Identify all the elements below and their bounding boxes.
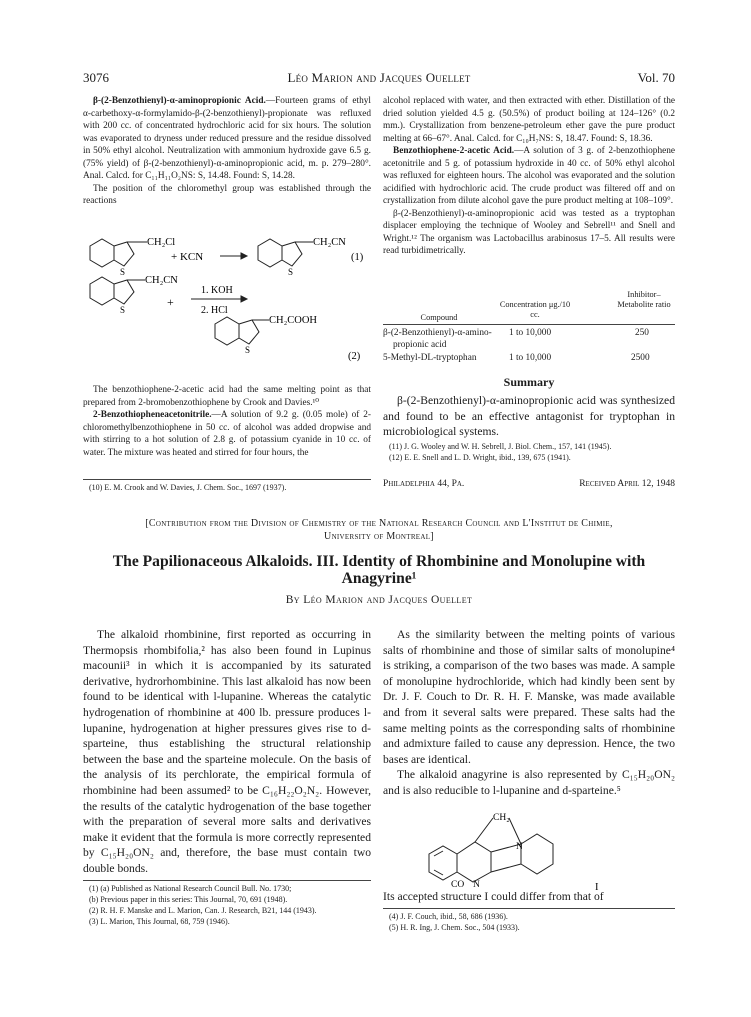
nitrogen-label: N bbox=[516, 842, 523, 852]
run-in-heading: 2-Benzothiopheneacetonitrile. bbox=[93, 410, 212, 420]
footnote: (4) J. F. Couch, ibid., 58, 686 (1936). bbox=[389, 912, 508, 921]
paragraph: The position of the chloromethyl group was established through the reactions bbox=[83, 183, 371, 206]
table-rule bbox=[383, 324, 675, 325]
contribution-note bbox=[83, 517, 675, 543]
paragraph bbox=[83, 409, 371, 459]
footnote: (2) R. H. F. Manske and L. Marion, Can. J. Research, B21, 144 (1943). bbox=[89, 906, 317, 915]
dateline bbox=[383, 479, 675, 489]
sulfur-label: S bbox=[120, 267, 126, 277]
paragraph-body: —Fourteen grams of ethyl α-carbethoxy-α-formylamido-β-(2-benzothienyl)-propionate was refluxed with 200 cc. of concentrated hydrochloric acid for six hours. The solution was evaporated to dryness under reduced pressure and the residue dissolved in 50% ethyl alcohol. Neutralization with ammonium hydroxide gave 6.5 g. (75% yield) of β-(2-benzothienyl)-α-aminopropionic acid, m. p. 279–280°. Anal. Calcd. for C₁₁H₁₁O₂NS: S, 14.48. Found: S, 14.28. bbox=[83, 96, 372, 181]
r2-plus: + bbox=[167, 295, 174, 309]
col4-footnotes bbox=[389, 911, 675, 933]
anagyrine-structure bbox=[425, 812, 645, 898]
paragraph-body: —A solution of 3 g. of 2-benzothiophene acetonitrile and 5 g. of potassium hydroxide in 40 cc. of 50% ethyl alcohol was refluxed for eighteen hours. The alcohol was evaporated and the solution acidified with hydrochloric acid. The crude product was filtered off and on crystallization from dilute alcohol gave the pure product melting at 108–109°. bbox=[383, 146, 675, 206]
table-cell: propionic acid bbox=[393, 340, 447, 350]
col3-footnotes bbox=[89, 883, 371, 927]
footnote-rule bbox=[83, 479, 371, 480]
received-date: Received April 12, 1948 bbox=[579, 479, 675, 489]
r1-left-label: CH₂Cl bbox=[147, 237, 176, 248]
anagyrine-structure-drawing bbox=[425, 812, 645, 898]
r2-step-2: 2. HCl bbox=[201, 305, 228, 316]
col1-text-bottom bbox=[83, 384, 371, 459]
col1-text-top bbox=[83, 95, 371, 208]
footnote: (12) E. E. Snell and L. D. Wright, ibid., 139, 675 (1941). bbox=[389, 453, 571, 462]
paragraph: As the similarity between the melting points of various salts of rhombinine and those of similar salts of monolupine⁴ is striking, a comparison of the two bases was made. A sample of monolupine hydrochloride, which had kindly been sent by Dr. J. F. Couch to Dr. R. H. F. Manske, was made available and from it several salts were prepared. These salts had the same melting points as the corresponding salts of rhombinine and admixture failed to cause any depression. Hence, the two bases are identical. bbox=[383, 628, 675, 766]
ch2-label: CH₂ bbox=[493, 813, 510, 823]
r1-plus-kcn: + KCN bbox=[171, 251, 204, 263]
byline: By Léo Marion and Jacques Ouellet bbox=[285, 594, 473, 606]
structure-label: I bbox=[595, 882, 599, 893]
r1-equation-number: (1) bbox=[351, 252, 364, 263]
nitrogen-label: N bbox=[473, 880, 480, 890]
col3-text bbox=[83, 627, 371, 877]
col4-text-end bbox=[383, 889, 675, 905]
contribution-line: University of Montreal] bbox=[324, 531, 434, 542]
paragraph: alcohol replaced with water, and then extracted with ether. Distillation of the dried solution yielded 4.5 g. (50.5%) of product boiling at 124–126° (0.2 mm.). Crystallization from benzene-petroleum ether gave the pure product melting at 66–67°. Anal. Calcd. for C₁₀H₇NS: S, 18.47. Found: S, 18.36. bbox=[383, 96, 675, 144]
contribution-line: [Contribution from the Division of Chemistry of the National Research Council and L'Institut de Chimie, bbox=[145, 518, 613, 529]
footnote: (11) J. G. Wooley and W. H. Sebrell, J. Biol. Chem., 157, 141 (1945). bbox=[389, 442, 612, 451]
paragraph bbox=[383, 145, 675, 208]
footnote-rule bbox=[383, 908, 675, 909]
sulfur-label: S bbox=[288, 267, 294, 277]
paragraph: β-(2-Benzothienyl)-α-aminopropionic acid was synthesized and found to be an effective antagonist for tryptophan in microbiological systems. bbox=[383, 394, 675, 439]
col2-footnotes bbox=[389, 441, 675, 463]
table-cell: 2500 bbox=[631, 353, 650, 363]
footnote: (10) E. M. Crook and W. Davies, J. Chem. Soc., 1697 (1937). bbox=[89, 483, 287, 492]
reaction-scheme bbox=[83, 228, 373, 388]
article-title bbox=[83, 553, 675, 587]
r2-equation-number: (2) bbox=[348, 351, 361, 362]
data-table bbox=[383, 290, 675, 372]
run-in-heading: β-(2-Benzothienyl)-α-aminopropionic Acid. bbox=[93, 96, 266, 106]
r2-left-label: CH₂CN bbox=[145, 275, 178, 286]
r2-step-1: 1. KOH bbox=[201, 285, 233, 296]
paragraph: The alkaloid anagyrine is also represented by C₁₅H₂₀ON₂ and is also reducible to l-lupanine and d-sparteine.⁵ bbox=[383, 768, 675, 797]
r2-right-label: CH₂COOH bbox=[269, 315, 317, 326]
title-line: Anagyrine¹ bbox=[341, 570, 417, 587]
paragraph: The benzothiophene-2-acetic acid had the same melting point as that prepared from 2-bromobenzothiophene by Crook and Davies.¹⁰ bbox=[83, 385, 371, 408]
table-header-compound: Compound bbox=[420, 313, 458, 322]
carbonyl-label: CO bbox=[451, 880, 465, 890]
summary-heading: Summary bbox=[503, 375, 555, 389]
table-header-conc: Concentration μg./10 cc. bbox=[499, 300, 571, 319]
running-title: Léo Marion and Jacques Ouellet bbox=[287, 70, 471, 85]
page-number: 3076 bbox=[83, 70, 109, 85]
paragraph: Its accepted structure I could differ from that of bbox=[383, 890, 604, 903]
table-header-ratio: Inhibitor–Metabolite ratio bbox=[617, 290, 671, 309]
title-line: The Papilionaceous Alkaloids. III. Identity of Rhombinine and Monolupine with bbox=[112, 553, 646, 570]
r1-right-label: CH₂CN bbox=[313, 237, 346, 248]
col2-text bbox=[383, 95, 675, 258]
footnote: (1) (a) Published as National Research Council Bull. No. 1730; bbox=[89, 884, 292, 893]
table-cell: 250 bbox=[635, 328, 649, 338]
running-header bbox=[83, 70, 675, 88]
footnote: (b) Previous paper in this series: This Journal, 70, 691 (1948). bbox=[89, 895, 288, 904]
footnote-rule bbox=[83, 880, 371, 881]
sulfur-label: S bbox=[245, 345, 251, 355]
place: Philadelphia 44, Pa. bbox=[383, 479, 465, 489]
volume-label: Vol. 70 bbox=[637, 70, 675, 85]
table-cell: 1 to 10,000 bbox=[509, 328, 552, 338]
paragraph-body: —A solution of 9.2 g. (0.05 mole) of 2-chloromethylbenzothiophene in 50 cc. of alcohol was added dropwise and with stirring to a hot solution of 2.8 g. of potassium cyanide in 10 cc. of water. The mixture was heated and stirred for four hours, the bbox=[83, 410, 371, 458]
summary-text bbox=[383, 393, 675, 440]
paragraph: β-(2-Benzothienyl)-α-aminopropionic acid was tested as a tryptophan displacer employing the technique of Wooley and Sebrell¹¹ and Snell and Wright.¹² The organism was Lactobacillus arabinosus 17–5. All results were read turbidimetrically. bbox=[383, 208, 675, 256]
table-cell: 1 to 10,000 bbox=[509, 353, 552, 363]
footnote: (3) L. Marion, This Journal, 68, 759 (1946). bbox=[89, 917, 230, 926]
footnote: (5) H. R. Ing, J. Chem. Soc., 504 (1933). bbox=[389, 923, 520, 932]
paragraph: The alkaloid rhombinine, first reported as occurring in Thermopsis rhombifolia,² has also been found in Lupinus macounii³ in which it is accompanied by its saturated derivative, hydrorhombinine. This last alkaloid has now been found to be identical with l-lupanine. Whereas the catalytic hydrogenation of rhombinine at 400 lb. pressure produces l-lupanine, hydrogenation at higher pressures gives rise to d-sparteine, thus establishing the structural relationship between the base and the sparteine molecule. On the basis of the analysis of its perchlorate, the empirical formula of rhombinine had been assumed² to be C₁₆H₂₂O₂N₂. However, the results of the catalytic hydrogenation of the base together with the preparation of several more salts and derivatives make it evident that the formula is more correctly represented by C₁₅H₂₀ON₂ and, therefore, the base must contain two double bonds. bbox=[83, 628, 371, 875]
reaction-scheme-drawing bbox=[83, 228, 373, 388]
run-in-heading: Benzothiophene-2-acetic Acid. bbox=[393, 146, 515, 156]
col4-text bbox=[383, 627, 675, 799]
paragraph bbox=[83, 95, 371, 183]
table-cell: β-(2-Benzothienyl)-α-amino- bbox=[383, 328, 492, 338]
table-cell: 5-Methyl-DL-tryptophan bbox=[383, 353, 477, 363]
col1-footnotes bbox=[89, 482, 371, 493]
sulfur-label: S bbox=[120, 305, 126, 315]
